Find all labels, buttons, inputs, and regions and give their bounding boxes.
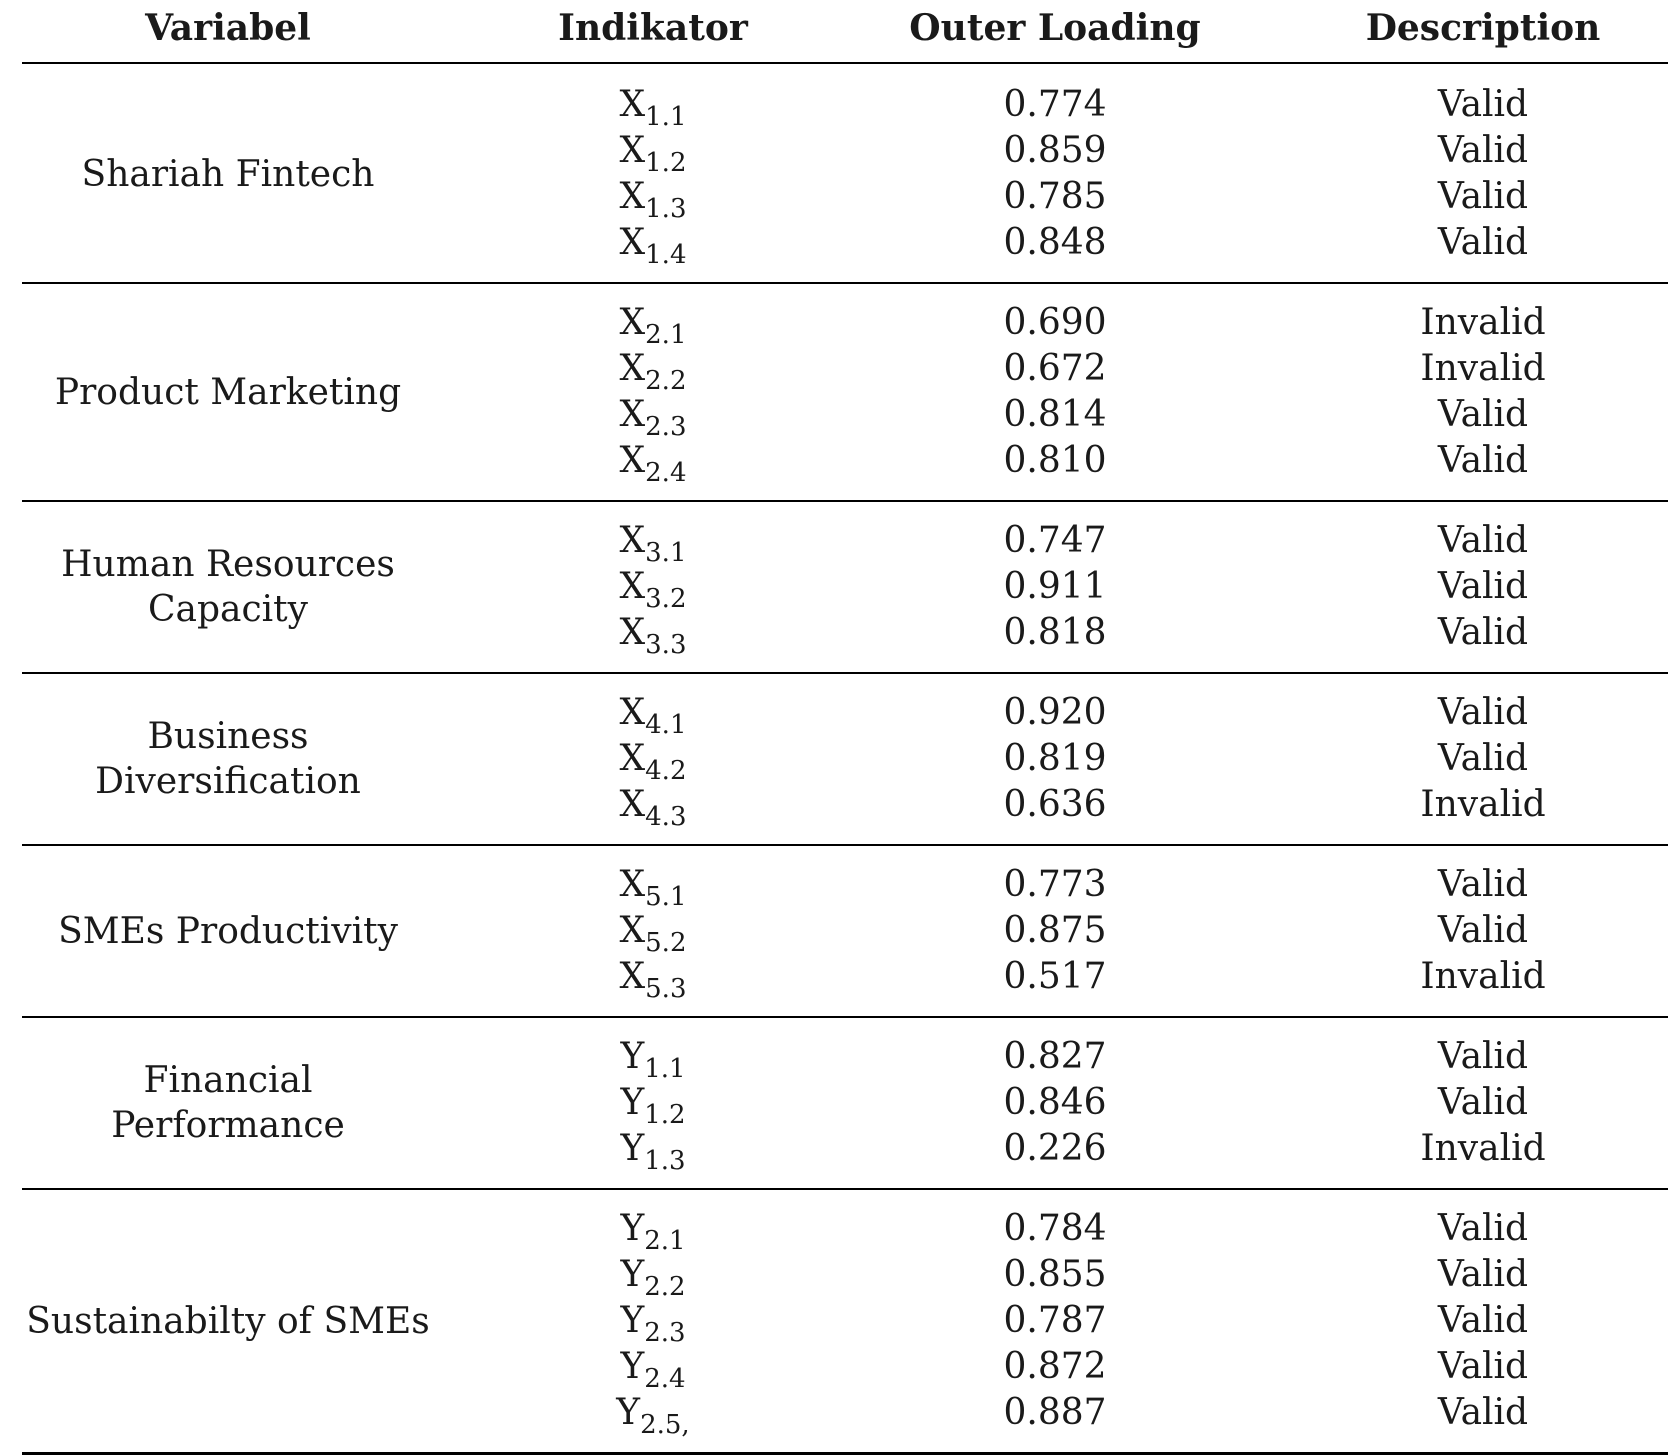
variable-name-line: Financial [143, 1060, 313, 1101]
indicator-symbol: Y [620, 1254, 645, 1295]
description-value: Valid [1437, 1036, 1529, 1077]
description-value: Valid [1437, 1082, 1529, 1123]
outer-loading-value: 0.911 [1003, 566, 1107, 607]
description-value: Invalid [1420, 1128, 1546, 1169]
variable-group [22, 1190, 1668, 1452]
indicator-cell [492, 220, 814, 269]
indicator-cell [492, 346, 814, 395]
variable-name-line: Capacity [147, 589, 308, 630]
indicator-cell [492, 128, 814, 177]
header-indikator: Indikator [558, 7, 748, 49]
variable-name-line: Sustainabilty of SMEs [26, 1300, 430, 1342]
description-value: Invalid [1420, 784, 1546, 825]
variable-name-line: SMEs Productivity [58, 910, 398, 952]
indicator-cell [492, 690, 814, 739]
indicator-subscript: 3.1 [645, 538, 687, 568]
indicator-subscript: 2.4 [645, 458, 687, 488]
indicator-symbol: X [619, 348, 646, 389]
table-row [22, 1126, 1668, 1176]
indicator-subscript: 2.2 [645, 366, 687, 396]
header-variabel: Variabel [145, 7, 311, 49]
indicator-symbol: X [619, 176, 646, 217]
indicator-symbol: X [619, 520, 646, 561]
indicator-symbol: X [619, 956, 646, 997]
variable-group [22, 284, 1668, 500]
outer-loading-value: 0.784 [1003, 1208, 1107, 1249]
indicator-subscript: 3.2 [645, 584, 687, 614]
table-row [22, 564, 1668, 614]
table-row [22, 782, 1668, 832]
outer-loading-value: 0.818 [1003, 612, 1107, 653]
indicator-symbol: Y [620, 1300, 645, 1341]
table-row [22, 1298, 1668, 1348]
indicator-symbol: X [619, 84, 646, 125]
outer-loading-value: 0.226 [1003, 1128, 1107, 1169]
indicator-subscript: 1.2 [644, 1100, 686, 1130]
variable-group [22, 66, 1668, 282]
table-row [22, 1252, 1668, 1302]
indicator-subscript: 1.4 [645, 240, 687, 270]
indicator-symbol: X [619, 784, 646, 825]
indicator-subscript: 2.1 [645, 320, 687, 350]
indicator-cell [492, 1252, 814, 1301]
outer-loading-value: 0.819 [1003, 738, 1107, 779]
variable-name-line: Human Resources [61, 544, 395, 585]
outer-loading-value: 0.846 [1003, 1082, 1107, 1123]
indicator-cell [492, 174, 814, 223]
variable-group [22, 1018, 1668, 1188]
header-description: Description [1365, 7, 1601, 49]
description-value: Valid [1437, 910, 1529, 951]
description-value: Valid [1437, 1208, 1529, 1249]
description-value: Valid [1437, 1392, 1529, 1433]
variable-group [22, 846, 1668, 1016]
indicator-subscript: 3.3 [645, 630, 687, 660]
indicator-cell [492, 954, 814, 1003]
indicator-subscript: 4.3 [645, 802, 687, 832]
indicator-cell [492, 610, 814, 659]
indicator-subscript: 2.4 [644, 1364, 686, 1394]
indicator-cell [492, 300, 814, 349]
indicator-cell [492, 82, 814, 131]
description-value: Valid [1437, 738, 1529, 779]
indicator-subscript: 2.2 [644, 1272, 686, 1302]
indicator-cell [492, 1080, 814, 1129]
table-row [22, 220, 1668, 270]
indicator-symbol: X [619, 222, 646, 263]
indicator-symbol: X [619, 910, 646, 951]
outer-loading-value: 0.887 [1003, 1392, 1107, 1433]
outer-loading-value: 0.787 [1003, 1300, 1107, 1341]
indicator-symbol: X [619, 738, 646, 779]
outer-loading-value: 0.827 [1003, 1036, 1107, 1077]
indicator-symbol: X [619, 566, 646, 607]
table-row [22, 908, 1668, 958]
table-row [22, 1080, 1668, 1130]
indicator-subscript: 1.1 [645, 102, 687, 132]
variable-name-line: Product Marketing [54, 371, 402, 413]
description-value: Valid [1437, 440, 1529, 481]
description-value: Valid [1437, 222, 1529, 263]
indicator-subscript: 2.3 [644, 1318, 686, 1348]
outer-loading-value: 0.636 [1003, 784, 1107, 825]
indicator-cell [492, 518, 814, 567]
indicator-cell [492, 1344, 814, 1393]
table-row [22, 128, 1668, 178]
indicator-cell [492, 908, 814, 957]
indicator-subscript: 1.3 [645, 194, 687, 224]
outer-loading-value: 0.872 [1003, 1346, 1107, 1387]
variable-group [22, 502, 1668, 672]
indicator-symbol: Y [620, 1208, 645, 1249]
table-row [22, 954, 1668, 1004]
indicator-symbol: X [619, 302, 646, 343]
outer-loading-value: 0.814 [1003, 394, 1107, 435]
indicator-cell [492, 1206, 814, 1255]
variable-name-line: Shariah Fintech [81, 153, 375, 195]
table-row [22, 1206, 1668, 1256]
description-value: Valid [1437, 692, 1529, 733]
indicator-symbol: Y [620, 1128, 645, 1169]
description-value: Valid [1437, 864, 1529, 905]
indicator-cell [492, 862, 814, 911]
table-row [22, 610, 1668, 660]
description-value: Valid [1437, 84, 1529, 125]
indicator-subscript: 1.1 [644, 1054, 686, 1084]
description-value: Invalid [1420, 348, 1546, 389]
table-row [22, 300, 1668, 350]
description-value: Valid [1437, 176, 1529, 217]
indicator-subscript: 4.2 [645, 756, 687, 786]
table-row [22, 174, 1668, 224]
indicator-cell [492, 564, 814, 613]
indicator-subscript: 1.2 [645, 148, 687, 178]
header-rule [22, 62, 1668, 64]
outer-loading-value: 0.875 [1003, 910, 1107, 951]
outer-loading-value: 0.855 [1003, 1254, 1107, 1295]
indicator-cell [492, 782, 814, 831]
table-row [22, 736, 1668, 786]
table-row [22, 82, 1668, 132]
description-value: Valid [1437, 1346, 1529, 1387]
indicator-subscript: 2.1 [644, 1226, 686, 1256]
indicator-subscript: 2.3 [645, 412, 687, 442]
outer-loading-value: 0.848 [1003, 222, 1107, 263]
indicator-symbol: X [619, 394, 646, 435]
indicator-symbol: X [619, 864, 646, 905]
indicator-subscript: 2.5, [640, 1410, 690, 1440]
description-value: Invalid [1420, 302, 1546, 343]
indicator-symbol: Y [620, 1082, 645, 1123]
indicator-symbol: Y [620, 1346, 645, 1387]
variable-name-line: Diversification [95, 761, 361, 802]
indicator-cell [492, 438, 814, 487]
description-value: Valid [1437, 394, 1529, 435]
description-value: Valid [1437, 1254, 1529, 1295]
description-value: Valid [1437, 1300, 1529, 1341]
description-value: Valid [1437, 566, 1529, 607]
indicator-symbol: Y [620, 1036, 645, 1077]
indicator-cell [492, 1298, 814, 1347]
table-row [22, 1390, 1668, 1440]
description-value: Valid [1437, 130, 1529, 171]
indicator-symbol: X [619, 692, 646, 733]
outer-loading-value: 0.747 [1003, 520, 1107, 561]
outer-loading-value: 0.920 [1003, 692, 1107, 733]
variable-name-line: Performance [111, 1105, 345, 1146]
description-value: Valid [1437, 520, 1529, 561]
outer-loading-value: 0.774 [1003, 84, 1107, 125]
indicator-cell [492, 1034, 814, 1083]
table-row [22, 346, 1668, 396]
table-row [22, 392, 1668, 442]
indicator-subscript: 5.1 [645, 882, 687, 912]
outer-loading-value: 0.773 [1003, 864, 1107, 905]
indicator-subscript: 1.3 [644, 1146, 686, 1176]
indicator-symbol: Y [616, 1392, 641, 1433]
outer-loading-value: 0.785 [1003, 176, 1107, 217]
indicator-symbol: X [619, 130, 646, 171]
variable-group [22, 674, 1668, 844]
table-row [22, 438, 1668, 488]
description-value: Invalid [1420, 956, 1546, 997]
table-row [22, 862, 1668, 912]
outer-loading-value: 0.810 [1003, 440, 1107, 481]
outer-loading-value: 0.690 [1003, 302, 1107, 343]
indicator-subscript: 5.3 [645, 974, 687, 1004]
table-row [22, 1344, 1668, 1394]
outer-loading-value: 0.859 [1003, 130, 1107, 171]
outer-loading-value: 0.672 [1003, 348, 1107, 389]
indicator-subscript: 4.1 [645, 710, 687, 740]
indicator-cell [492, 1126, 814, 1175]
indicator-cell [492, 392, 814, 441]
table-header [22, 0, 1668, 62]
description-value: Valid [1437, 612, 1529, 653]
header-outer-loading: Outer Loading [909, 7, 1201, 49]
indicator-subscript: 5.2 [645, 928, 687, 958]
variable-name-line: Business [147, 716, 309, 757]
indicator-cell [492, 1390, 814, 1439]
indicator-symbol: X [619, 440, 646, 481]
indicator-symbol: X [619, 612, 646, 653]
indicator-cell [492, 736, 814, 785]
outer-loading-value: 0.517 [1003, 956, 1107, 997]
